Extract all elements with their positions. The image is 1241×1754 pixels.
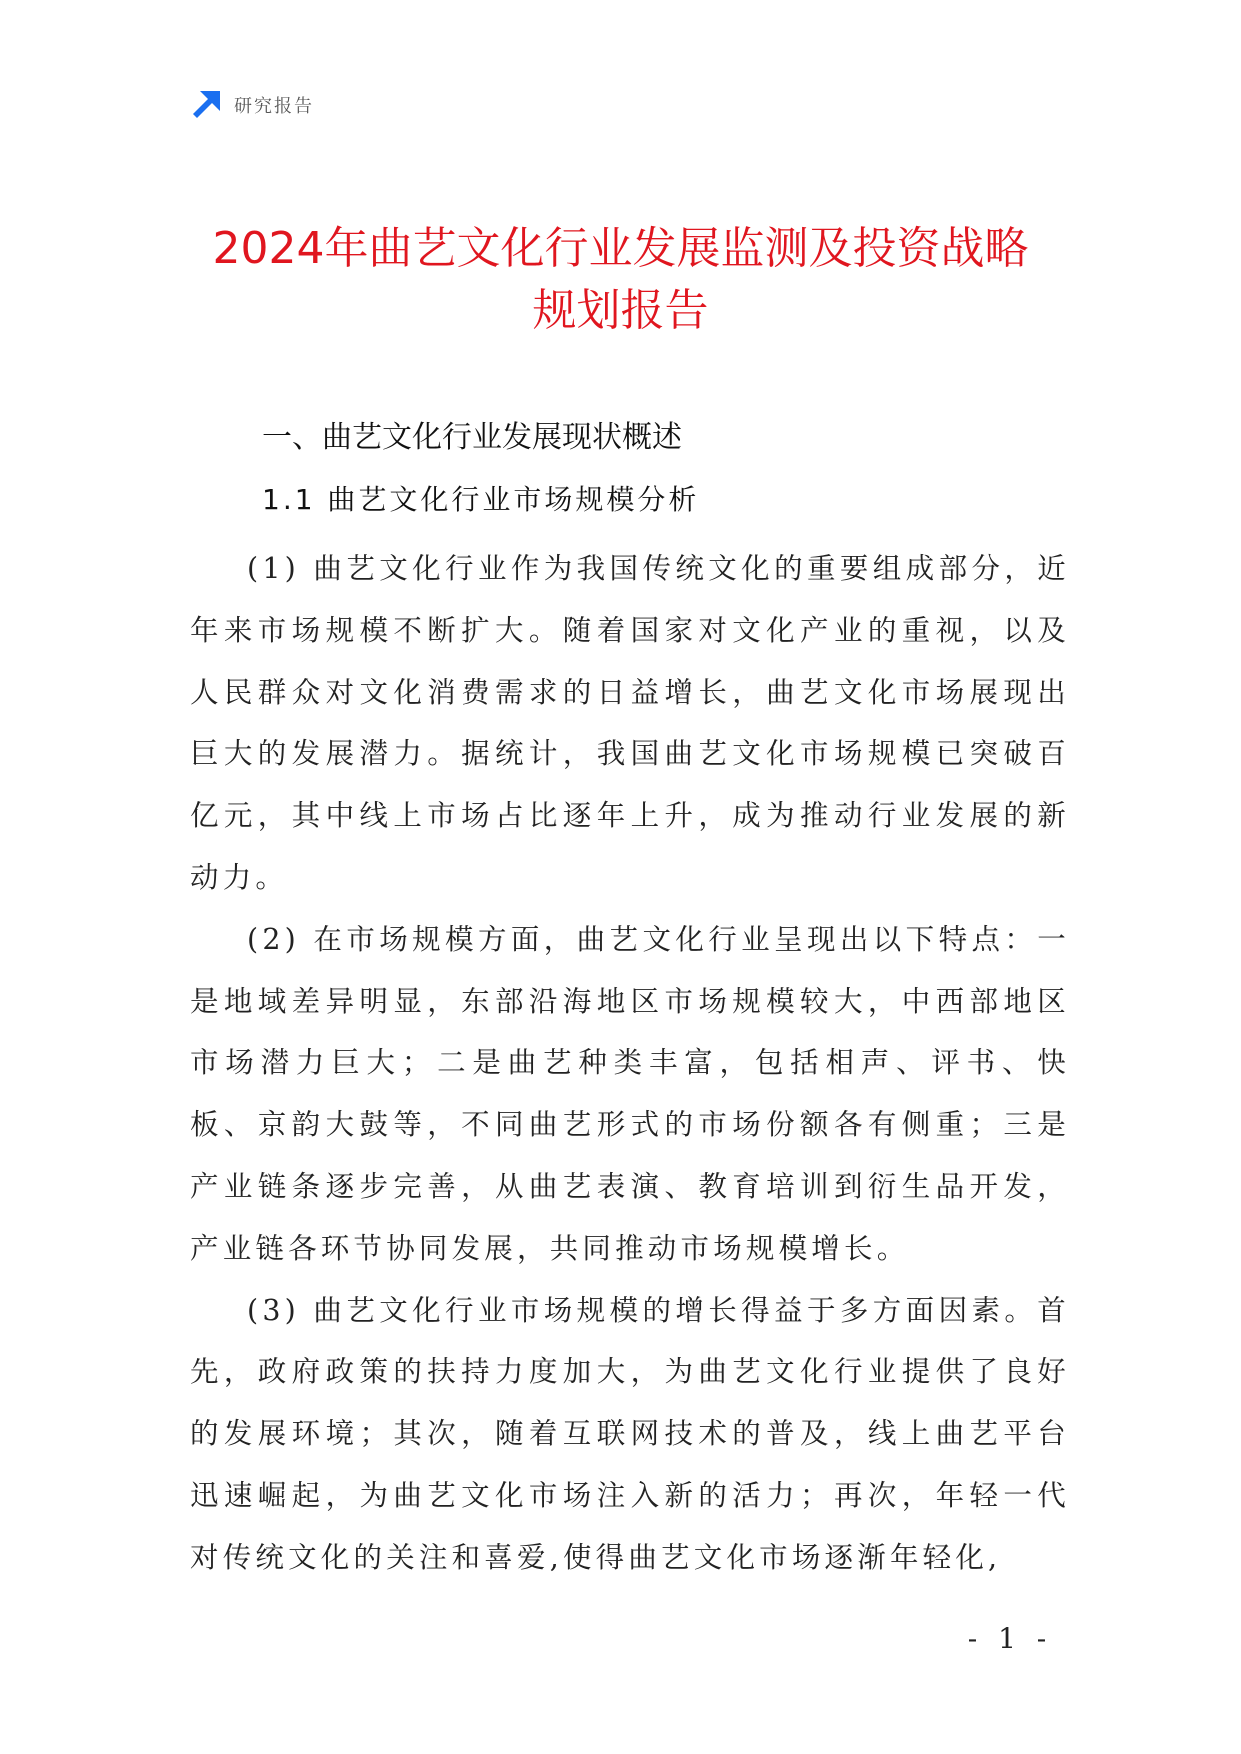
paragraph-2: (2) 在市场规模方面，曲艺文化行业呈现出以下特点：一是地域差异明显，东部沿海地区市场规模较大，中西部地区市场潜力巨大；二是曲艺种类丰富，包括相声、评书、快板、京韵大鼓等，不同曲艺形式的市场份额各有侧重；三是产业链条逐步完善，从曲艺表演、教育培训到衍生品开发，产业链各环节协同发展，共同推动市场规模增长。	[190, 922, 1070, 1265]
body-text	[190, 538, 1070, 1589]
report-title-line1: 2024年曲艺文化行业发展监测及投资战略	[212, 223, 1029, 274]
paragraph-3: (3) 曲艺文化行业市场规模的增长得益于多方面因素。首先，政府政策的扶持力度加大，为曲艺文化行业提供了良好的发展环境；其次，随着互联网技术的普及，线上曲艺平台迅速崛起，为曲艺文化市场注入新的活力；再次，年轻一代对传统文化的关注和喜爱,使得曲艺文化市场逐渐年轻化,	[190, 1293, 1070, 1574]
page-header	[190, 88, 314, 122]
page-number: - 1 -	[967, 1622, 1053, 1655]
paragraph-1: (1) 曲艺文化行业作为我国传统文化的重要组成部分，近年来市场规模不断扩大。随着国家对文化产业的重视，以及人民群众对文化消费需求的日益增长，曲艺文化市场展现出巨大的发展潜力。据统计，我国曲艺文化市场规模已突破百亿元，其中线上市场占比逐年上升，成为推动行业发展的新动力。	[190, 552, 1070, 894]
header-label: 研究报告	[234, 96, 314, 117]
report-title	[150, 218, 1091, 342]
subsection-heading: 1.1 曲艺文化行业市场规模分析	[262, 483, 700, 516]
section-heading: 一、曲艺文化行业发展现状概述	[262, 420, 682, 455]
report-title-line2: 规划报告	[532, 285, 709, 336]
arrow-up-right-logo-icon	[190, 89, 222, 121]
